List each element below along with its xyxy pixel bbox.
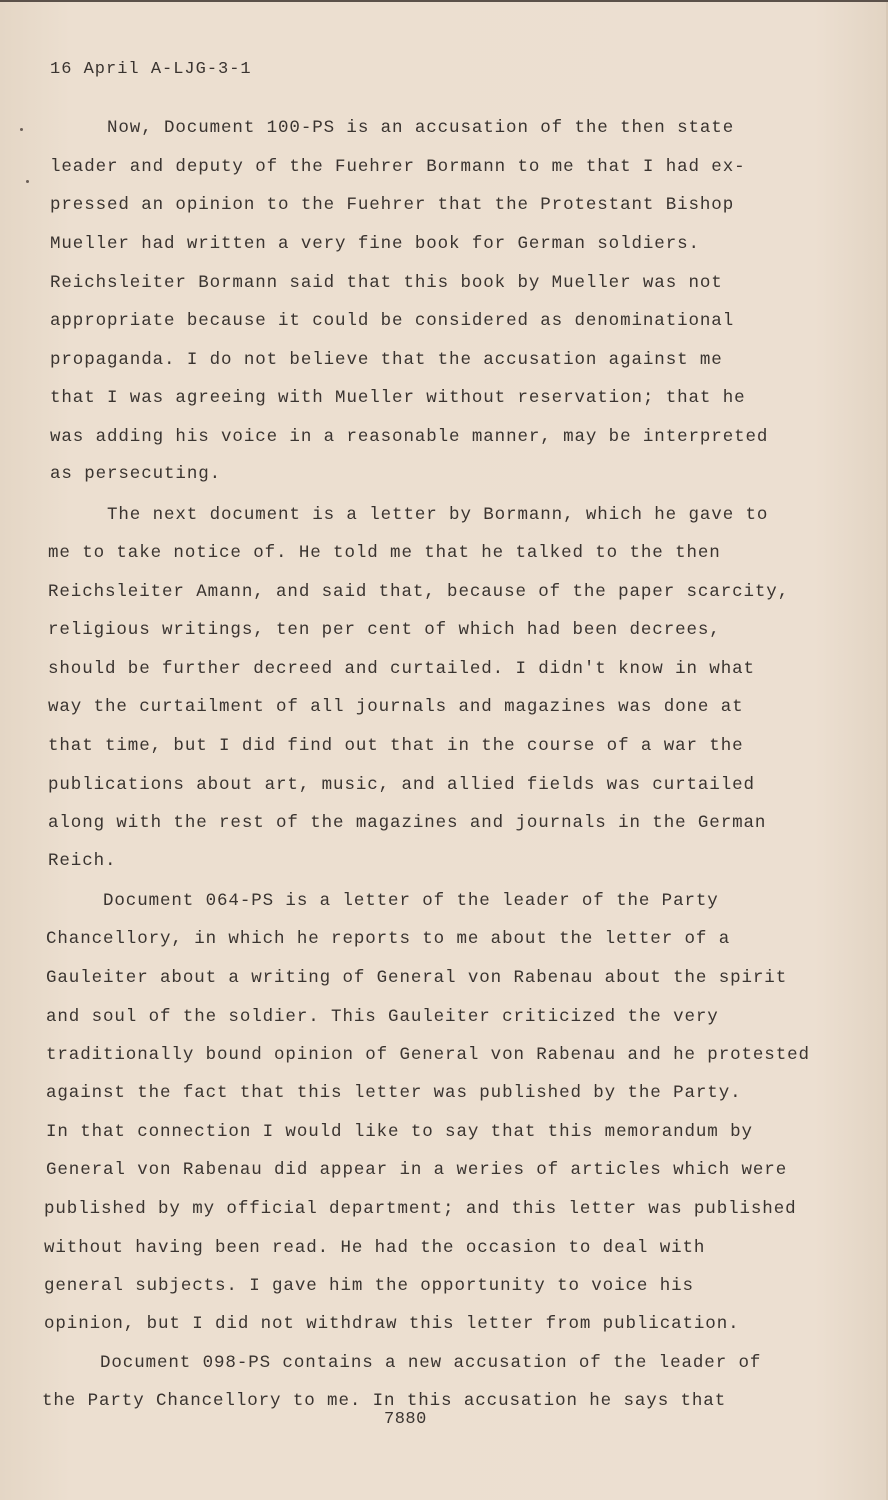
margin-speck [26,180,29,183]
text-line: published by my official department; and this letter was published [44,1199,797,1219]
text-line: appropriate because it could be considered as denominational [50,311,735,331]
text-line: Reichsleiter Amann, and said that, because of the paper scarcity, [48,582,790,602]
text-line: Document 098-PS contains a new accusation of the leader of [100,1353,762,1373]
text-line: me to take notice of. He told me that he talked to the then [48,543,721,563]
text-line: Reich. [48,851,117,871]
text-line: pressed an opinion to the Fuehrer that the Protestant Bishop [50,195,735,215]
text-line: should be further decreed and curtailed. I didn't know in what [48,659,755,679]
text-line: was adding his voice in a reasonable manner, may be interpreted [50,427,769,447]
text-line: Now, Document 100-PS is an accusation of the then state [107,118,735,138]
text-line: publications about art, music, and allied fields was curtailed [48,775,755,795]
page-header: 16 April A-LJG-3-1 [50,60,252,79]
top-edge-rule [0,0,888,2]
text-line: Reichsleiter Bormann said that this book by Mueller was not [50,273,723,293]
text-line: without having been read. He had the occasion to deal with [44,1238,706,1258]
text-line: propaganda. I do not believe that the accusation against me [50,350,723,370]
text-line: traditionally bound opinion of General von Rabenau and he protested [46,1045,810,1065]
text-line: general subjects. I gave him the opportunity to voice his [44,1276,694,1296]
text-line: leader and deputy of the Fuehrer Bormann to me that I had ex- [50,157,746,177]
text-line: opinion, but I did not withdraw this letter from publication. [44,1314,740,1334]
margin-speck [20,128,23,131]
text-line: and soul of the soldier. This Gauleiter criticized the very [46,1007,719,1027]
text-line: against the fact that this letter was published by the Party. [46,1083,742,1103]
text-line: along with the rest of the magazines and journals in the German [48,813,767,833]
text-line: Document 064-PS is a letter of the leader of the Party [103,891,719,911]
text-line: Mueller had written a very fine book for German soldiers. [50,234,700,254]
page-number: 7880 [384,1410,427,1429]
text-line: the Party Chancellory to me. In this accusation he says that [42,1391,727,1411]
text-line: The next document is a letter by Bormann, which he gave to [107,505,769,525]
text-line: General von Rabenau did appear in a weries of articles which were [46,1160,788,1180]
text-line: religious writings, ten per cent of which had been decrees, [48,620,721,640]
text-line: Gauleiter about a writing of General von Rabenau about the spirit [46,968,788,988]
text-line: way the curtailment of all journals and magazines was done at [48,697,744,717]
text-line: as persecuting. [50,464,222,484]
text-line: that time, but I did find out that in the course of a war the [48,736,744,756]
text-line: Chancellory, in which he reports to me about the letter of a [46,929,731,949]
text-line: In that connection I would like to say that this memorandum by [46,1122,753,1142]
text-line: that I was agreeing with Mueller without reservation; that he [50,388,746,408]
